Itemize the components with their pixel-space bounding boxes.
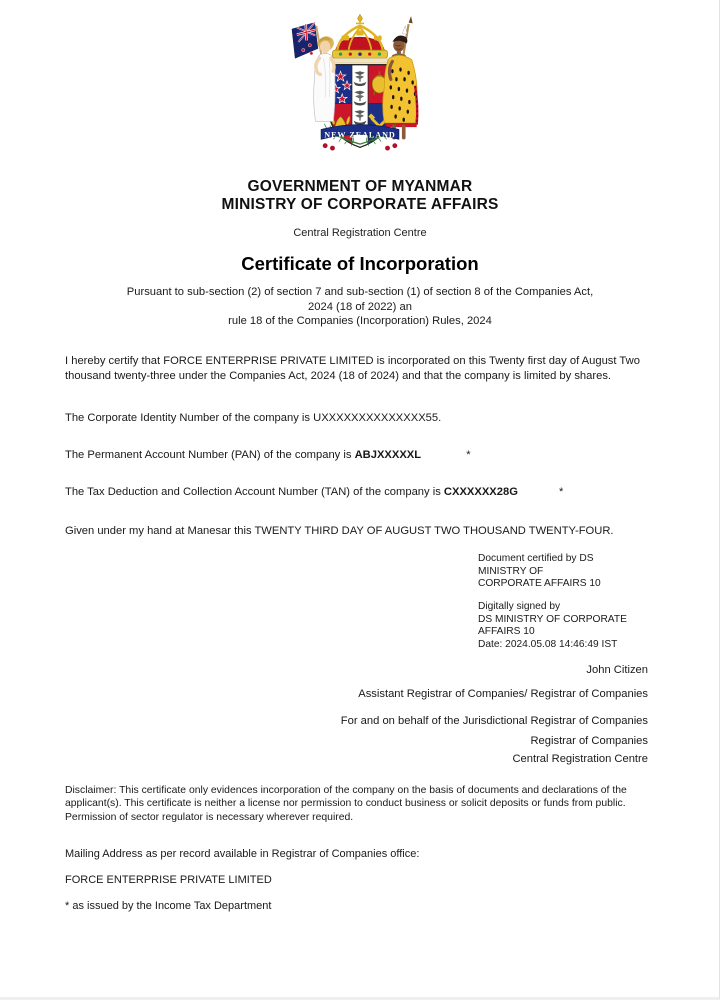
tan-value: CXXXXXX28G	[443, 486, 518, 498]
ds-signed-line-2: DS MINISTRY OF CORPORATE	[478, 613, 627, 625]
government-title	[0, 178, 720, 213]
ds-certified-line-2: MINISTRY OF	[478, 565, 544, 577]
given-under-hand-statement: Given under my hand at Manesar this TWENTY THIRD DAY OF AUGUST TWO THOUSAND TWENTY-FOUR.	[65, 525, 614, 537]
ds-signed-line-1: Digitally signed by	[478, 601, 561, 612]
tan-line	[65, 485, 645, 500]
signer-name: John Citizen	[586, 664, 648, 676]
pan-label: The Permanent Account Number (PAN) of the company is	[65, 449, 352, 461]
ds-certified-line-3: CORPORATE AFFAIRS 10	[478, 578, 601, 590]
mailing-address-company: FORCE ENTERPRISE PRIVATE LIMITED	[65, 874, 272, 886]
pursuant-line-1: Pursuant to sub-section (2) of section 7 and sub-section (1) of section 8 of the Companies Act,	[126, 286, 594, 298]
page-title: Certificate of Incorporation	[241, 253, 479, 274]
emblem-container	[0, 8, 720, 175]
cin-value: UXXXXXXXXXXXXXX55.	[313, 412, 442, 424]
signer-designation: Assistant Registrar of Companies/ Registrar of Companies	[358, 688, 648, 700]
svg-text:NEW ZEALAND: NEW ZEALAND	[324, 130, 396, 140]
central-registration-centre-heading: Central Registration Centre	[293, 227, 427, 239]
ds-certified-line-1: Document certified by DS	[478, 553, 594, 564]
tan-asterisk: *	[559, 486, 564, 498]
new-zealand-coat-of-arms-icon	[279, 8, 441, 170]
on-behalf-line: For and on behalf of the Jurisdictional Registrar of Companies	[340, 715, 648, 727]
crown-group	[332, 14, 387, 63]
income-tax-department-note: * as issued by the Income Tax Department	[65, 900, 272, 912]
tan-label: The Tax Deduction and Collection Account Number (TAN) of the company is	[65, 486, 441, 498]
ds-signed-date: Date: 2024.05.08 14:46:49 IST	[478, 638, 618, 650]
pan-value: ABJXXXXXL	[354, 449, 422, 461]
cin-label: The Corporate Identity Number of the company is	[65, 412, 310, 424]
digitally-signed-block	[478, 601, 708, 651]
pan-asterisk: *	[466, 449, 471, 461]
document-certified-block	[478, 553, 708, 591]
pan-line	[65, 448, 645, 463]
disclaimer-text: Disclaimer: This certificate only evidences incorporation of the company on the basis of documents and declarations of the applicant(s). This certificate is neither a license nor permission to conduct business or solicit deposits or funds from public. Permission of sector regulator is necessary wherever required.	[65, 785, 627, 823]
government-line-2: MINISTRY OF CORPORATE AFFAIRS	[221, 195, 499, 213]
pursuant-line-3: rule 18 of the Companies (Incorporation) Rules, 2024	[228, 315, 492, 327]
ds-signed-line-3: AFFAIRS 10	[478, 626, 535, 638]
supporter-maori-chief-figure	[383, 16, 418, 138]
registrar-of-companies-line: Registrar of Companies	[530, 735, 648, 747]
motto-scroll	[321, 125, 399, 140]
pursuant-clause	[60, 285, 660, 329]
mailing-address-heading: Mailing Address as per record available in Registrar of Companies office:	[65, 848, 420, 860]
government-line-1: GOVERNMENT OF MYANMAR	[247, 178, 473, 195]
signature-centre-line: Central Registration Centre	[512, 753, 648, 765]
pursuant-line-2: 2024 (18 of 2022) an	[308, 300, 412, 313]
supporter-female-figure	[292, 23, 335, 122]
certification-statement: I hereby certify that FORCE ENTERPRISE PRIVATE LIMITED is incorporated on this Twenty first day of August Two thousand twenty-three under the Companies Act, 2024 (18 of 2024) and that the company is limited by shares.	[65, 355, 640, 382]
corporate-identity-number-line	[65, 411, 645, 426]
